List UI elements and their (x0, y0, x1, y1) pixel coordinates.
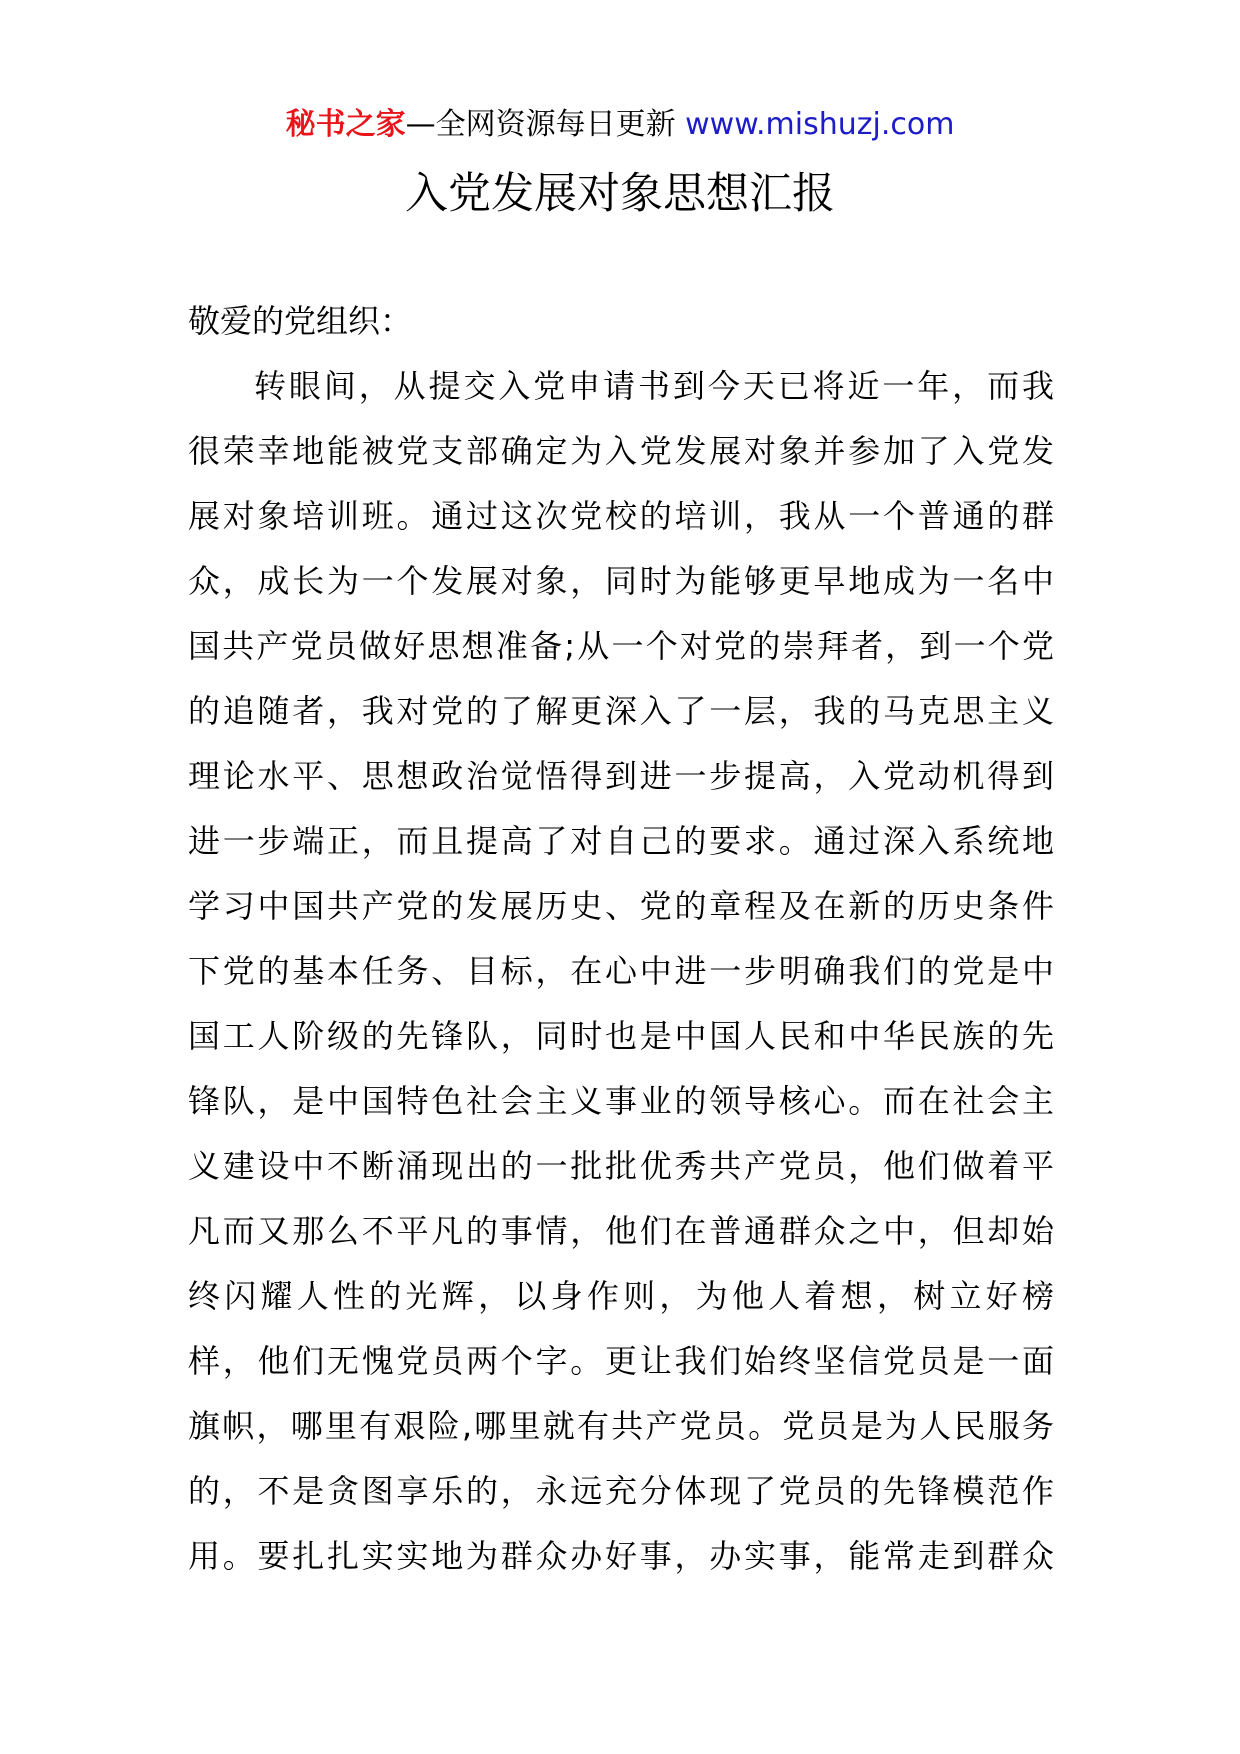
body-line: 学习中国共产党的发展历史、党的章程及在新的历史条件 (188, 887, 1054, 925)
body-line: 进一步端正，而且提高了对自己的要求。通过深入系统地 (188, 822, 1054, 860)
body-line: 国共产党员做好思想准备;从一个对党的崇拜者，到一个党 (188, 627, 1054, 665)
body-line: 样，他们无愧党员两个字。更让我们始终坚信党员是一面 (188, 1342, 1054, 1380)
body-line: 展对象培训班。通过这次党校的培训，我从一个普通的群 (188, 497, 1054, 535)
body-line: 义建设中不断涌现出的一批批优秀共产党员，他们做着平 (188, 1147, 1054, 1185)
body-line: 旗帜，哪里有艰险,哪里就有共产党员。党员是为人民服务 (188, 1407, 1054, 1445)
body-line: 很荣幸地能被党支部确定为入党发展对象并参加了入党发 (188, 432, 1054, 470)
body-line: 用。要扎扎实实地为群众办好事，办实事，能常走到群众 (188, 1537, 1054, 1575)
body-line: 众，成长为一个发展对象，同时为能够更早地成为一名中 (188, 562, 1054, 600)
body-line: 理论水平、思想政治觉悟得到进一步提高，入党动机得到 (188, 757, 1054, 795)
salutation: 敬爱的党组织： (188, 302, 413, 340)
site-tagline: —全网资源每日更新 (405, 107, 676, 142)
site-url-link[interactable]: www.mishuzj.com (685, 107, 955, 142)
body-line: 转眼间，从提交入党申请书到今天已将近一年，而我 (254, 367, 1054, 405)
body-line: 下党的基本任务、目标，在心中进一步明确我们的党是中 (188, 952, 1054, 990)
site-brand-name: 秘书之家 (285, 107, 406, 142)
document-title: 入党发展对象思想汇报 (405, 169, 835, 219)
body-line: 的追随者，我对党的了解更深入了一层，我的马克思主义 (188, 692, 1054, 730)
body-line: 国工人阶级的先锋队，同时也是中国人民和中华民族的先 (188, 1017, 1054, 1055)
body-line: 终闪耀人性的光辉，以身作则，为他人着想，树立好榜 (188, 1277, 1054, 1315)
site-header-banner (0, 100, 1240, 150)
body-line: 的，不是贪图享乐的，永远充分体现了党员的先锋模范作 (188, 1472, 1054, 1510)
body-line: 凡而又那么不平凡的事情，他们在普通群众之中，但却始 (188, 1212, 1054, 1250)
document-body (188, 361, 1054, 1596)
body-line: 锋队，是中国特色社会主义事业的领导核心。而在社会主 (188, 1082, 1054, 1120)
